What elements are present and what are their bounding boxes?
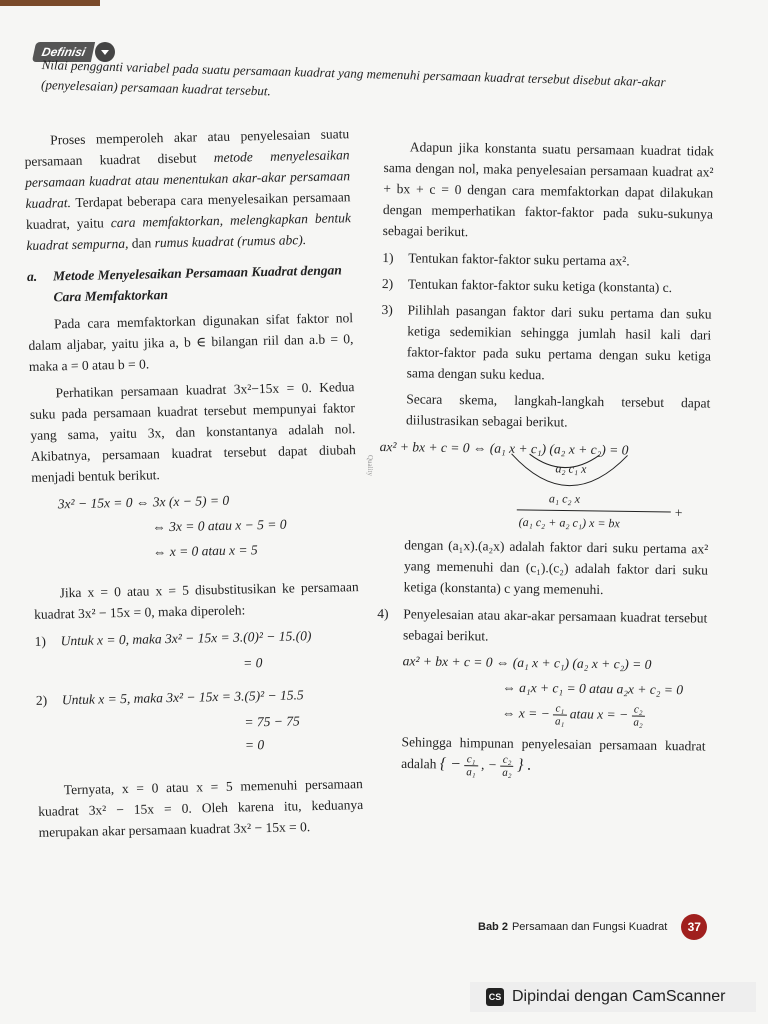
equation-line: ⇔ 3x = 0 atau x − 5 = 0 [152, 516, 287, 535]
camscanner-text: Dipindai dengan CamScanner [512, 988, 726, 1005]
paragraph-example: Perhatikan persamaan kuadrat 3x²−15x = 0. Kedua suku pada persamaan kuadrat tersebut mempunyai faktor yang sama, yaitu 3x, dan konstantanya adalah nol. Akibatnya, persamaan kuadrat tersebut dapat diubah menjadi bentuk berikut. [29, 379, 356, 485]
solution-equations [402, 650, 707, 729]
scheme-sum: (a₁ c₂ + a₂ c₁) x = bx [518, 514, 620, 531]
chapter-label: Bab 2 [478, 921, 508, 933]
paragraph-substitution: Jika x = 0 atau x = 5 disubstitusikan ke persamaan kuadrat 3x² − 15x = 0, maka diperoleh: [33, 579, 359, 622]
scheme-plus: + [674, 505, 683, 521]
paragraph-factor-explanation: dengan (a₁x).(a₂x) adalah faktor dari suku pertama ax² yang memenuhi dan (c₁).(c₂) adalah faktor dari suku ketiga (konstanta) c yang memenuhi. [403, 537, 709, 598]
definition-label: Definisi [32, 42, 96, 62]
equation-line: ⇔ x = 0 atau x = 5 [152, 542, 258, 560]
step-item: 3) Pilihlah pasangan faktor dari suku pertama dan suku ketiga sedemikian sehingga jumlah hasil kali dari faktor-faktor pada suku pertama dengan suku ketiga sama dengan suku kedua. [381, 301, 712, 383]
step-item: 2) Tentukan faktor-faktor suku ketiga (konstanta) c. [381, 275, 673, 296]
equation-line: 3x² − 15x = 0 ⇔ 3x (x − 5) = 0 [57, 492, 230, 512]
scheme-equation: ax² + bx + c = 0 ⇔ (a₁ x + c₁) (a₂ x + c₂) = 0 [379, 438, 629, 458]
equation-line: = 0 [243, 655, 263, 671]
paragraph-zero-factor: Pada cara memfaktorkan digunakan sifat faktor nol dalam aljabar, yaitu jika a, b ∈ bilangan riil dan a.b = 0, maka a = 0 atau b = 0. [28, 310, 354, 374]
factoring-scheme [379, 436, 710, 533]
step-item: 1) Tentukan faktor-faktor suku pertama ax². [382, 249, 630, 269]
chapter-title: Persamaan dan Fungsi Kuadrat [511, 921, 668, 933]
intro-paragraph: Proses memperoleh akar atau penyelesaian suatu persamaan kuadrat disebut metode menyelesaikan persamaan kuadrat atau menentukan akar-akar persamaan kuadrat. Terdapat beberapa cara menyelesaikan persamaan kuadrat, yaitu cara memfaktorkan, melengkapkan bentuk kuadrat sempurna, dan rumus kuadrat (rumus abc). [24, 126, 352, 253]
equation-line: ⇔ x = − $\frac{\text{c₁}}{\text{a₁}}$ atau x = − $\frac{\text{c₂}}{\text{a₂}}$ [502, 702, 706, 730]
scheme-intro: Secara skema, langkah-langkah tersebut dapat diilustrasikan sebagai berikut. [405, 391, 711, 430]
section-heading: a. Metode Menyelesaikan Persamaan Kuadrat dengan Cara Memfaktorkan [26, 262, 342, 305]
step-item: 4) Penyelesaian atau akar-akar persamaan kuadrat tersebut sebagai berikut. [377, 605, 708, 644]
substitution-item: 1) Untuk x = 0, maka 3x² − 15x = 3.(0)² − 15.(0) [34, 628, 312, 649]
right-column [375, 136, 714, 782]
camscanner-watermark [470, 982, 756, 1012]
page-footer [478, 914, 707, 940]
paragraph-conclusion: Ternyata, x = 0 atau x = 5 memenuhi persamaan kuadrat 3x² − 15x = 0. Oleh karena itu, keduanya merupakan akar persamaan kuadrat 3x² − 15x = 0. [38, 776, 364, 840]
equation-line: = 75 − 75 [244, 713, 300, 730]
camscanner-logo-icon: CS [486, 988, 504, 1006]
equation-line: ax² + bx + c = 0 ⇔ (a₁ x + c₁) (a₂ x + c₂) = 0 [402, 653, 652, 672]
page-number: 37 [681, 914, 707, 940]
equation-line: = 0 [244, 737, 265, 753]
factoring-equations [58, 487, 358, 564]
definition-text: Nilai pengganti variabel pada suatu persamaan kuadrat yang memenuhi persamaan kuadrat tersebut disebut akar-akar (penyelesaian) persamaan kuadrat tersebut. [40, 56, 666, 99]
scheme-term: a₂ c₁ x [555, 461, 587, 476]
scan-side-mark: Quality [366, 455, 374, 476]
equation-line: ⇔ a₁x + c₁ = 0 atau a₂x + c₂ = 0 [502, 679, 684, 698]
paragraph-solution-set: Sehingga himpunan penyelesaian persamaan kuadrat adalah { − $\frac{\text{c₁}}{\text{a₁}}$ , − $\frac{\text{c₂}}{\text{a₂}}$ } . [401, 734, 706, 779]
scheme-term: a₁ c₂ x [548, 491, 581, 506]
page-corner-decoration [0, 0, 100, 6]
left-column [24, 123, 364, 849]
substitution-item: 2) Untuk x = 5, maka 3x² − 15x = 3.(5)² − 15.5 [35, 687, 304, 708]
paragraph-nonzero-constant: Adapun jika konstanta suatu persamaan kuadrat tidak sama dengan nol, maka penyelesaian persamaan kuadrat ax² + bx + c = 0 dengan cara memfaktorkan dapat dilakukan dengan memperhatikan faktor-faktor pada suku-sukunya sebagai berikut. [382, 139, 714, 240]
